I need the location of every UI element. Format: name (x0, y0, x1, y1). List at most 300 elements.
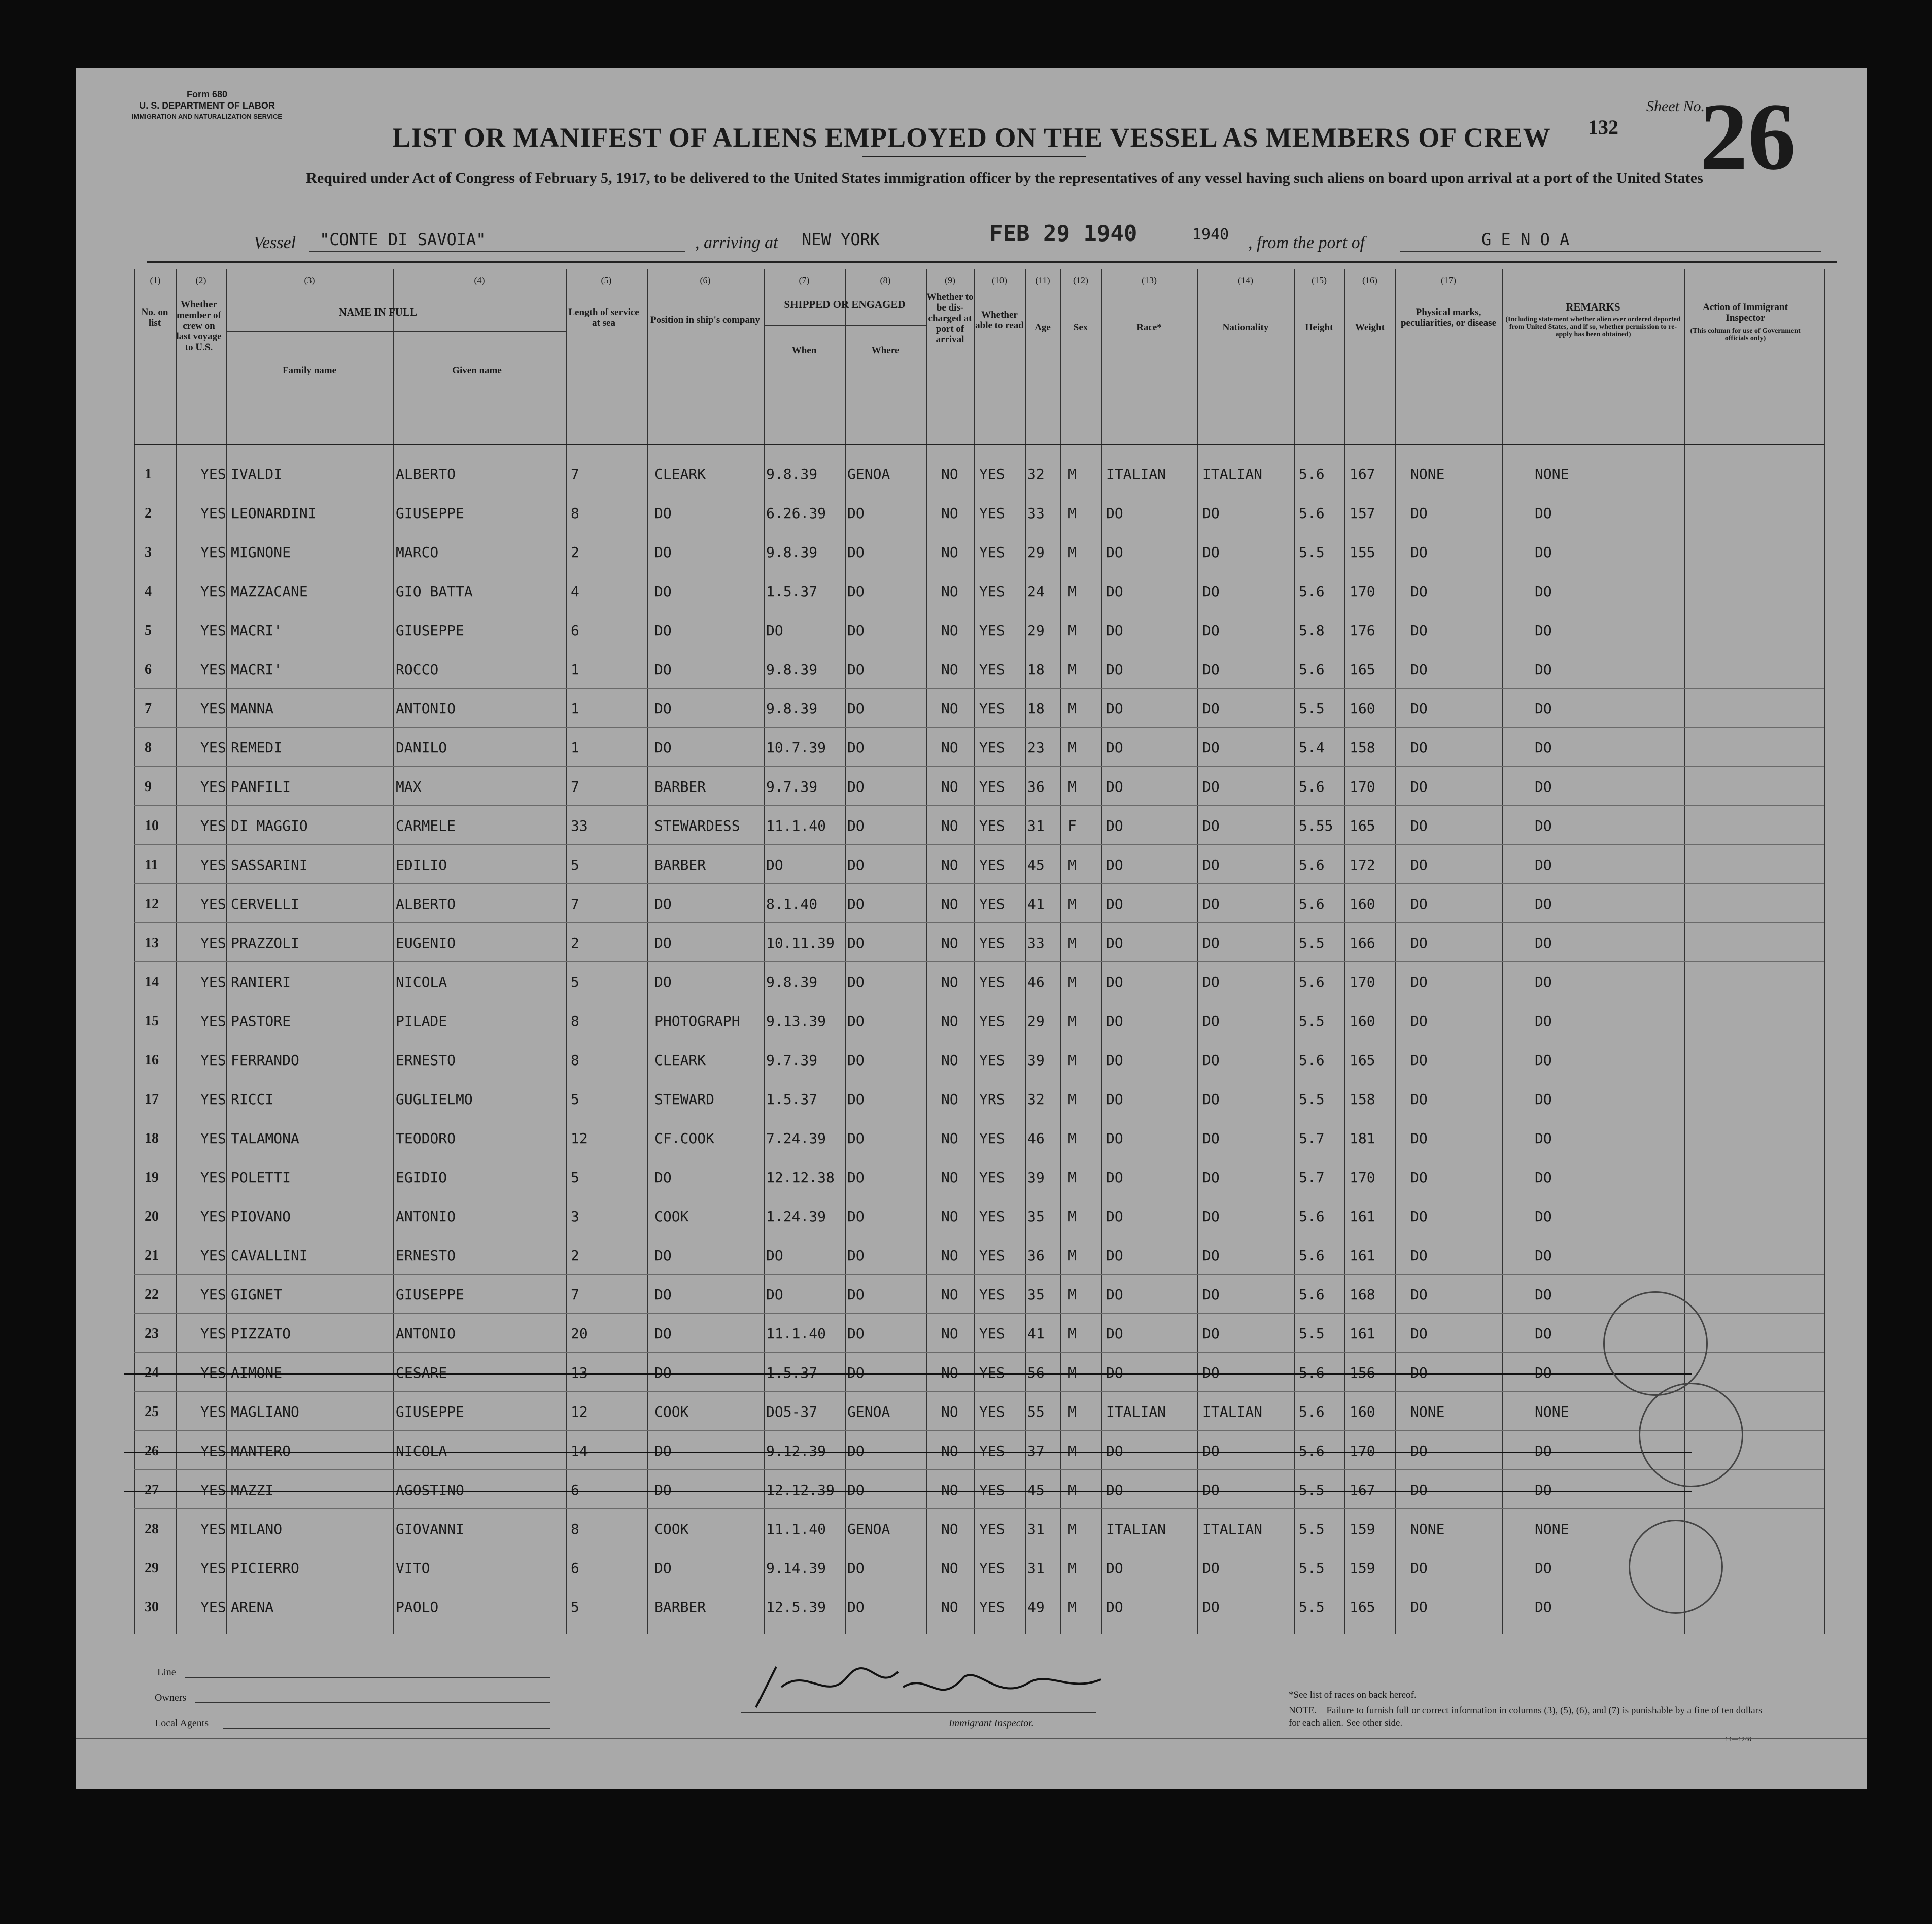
table-cell: 13 (571, 1364, 588, 1381)
table-cell: 5.5 (1299, 1013, 1325, 1029)
table-cell: DO (1202, 1208, 1220, 1225)
table-cell: DO (1202, 1560, 1220, 1576)
table-cell: DO (1410, 661, 1428, 678)
table-cell: DO (1410, 896, 1428, 912)
table-cell: YES (200, 544, 226, 561)
table-cell: 5.6 (1299, 896, 1325, 912)
table-cell: DO (847, 1286, 865, 1303)
table-cell: YES (979, 661, 1005, 678)
table-cell: YES (979, 466, 1005, 483)
table-cell: 170 (1350, 583, 1375, 600)
table-cell: DO (1106, 1442, 1123, 1459)
table-cell: ITALIAN (1202, 466, 1263, 483)
table-cell: 12 (145, 896, 159, 912)
table-cell: DO (654, 974, 672, 990)
table-cell: 12.12.39 (766, 1482, 835, 1498)
table-cell: DO (654, 1560, 672, 1576)
line-underline (185, 1677, 550, 1678)
table-cell: DO (1410, 1364, 1428, 1381)
column-number: (11) (1035, 275, 1050, 285)
table-cell: YES (979, 1208, 1005, 1225)
table-cell: DO (847, 1091, 865, 1108)
table-cell: COOK (654, 1403, 689, 1420)
sheet-page-number: 132 (1588, 116, 1618, 139)
table-cell: DO (1535, 778, 1552, 795)
table-cell: 46 (1027, 974, 1045, 990)
row-rule (134, 1391, 1824, 1392)
table-cell: 39 (1027, 1052, 1045, 1069)
strike-line (124, 1491, 1692, 1492)
table-cell: YES (979, 622, 1005, 639)
table-cell: DO (1410, 1130, 1428, 1147)
table-cell: DO (847, 896, 865, 912)
table-cell: DO (1106, 1286, 1123, 1303)
table-cell: 5.6 (1299, 1052, 1325, 1069)
vessel-label: Vessel (254, 233, 296, 252)
table-cell: DO (1202, 1442, 1220, 1459)
table-cell: GIGNET (231, 1286, 283, 1303)
table-cell: M (1068, 466, 1077, 483)
table-cell: DO (1410, 974, 1428, 990)
table-cell: DO (1106, 583, 1123, 600)
table-cell: YES (979, 1560, 1005, 1576)
table-cell: PHOTOGRAPH (654, 1013, 740, 1029)
table-cell: 9.8.39 (766, 974, 818, 990)
column-divider (134, 269, 135, 1634)
shipped-divider (764, 325, 926, 326)
table-cell: M (1068, 974, 1077, 990)
table-cell: 166 (1350, 935, 1375, 951)
table-cell: DO (1535, 1325, 1552, 1342)
table-cell: DO (1202, 856, 1220, 873)
table-cell: ARENA (231, 1599, 274, 1616)
table-cell: YES (979, 778, 1005, 795)
table-cell: CLEARK (654, 1052, 706, 1069)
table-cell: DO (1106, 856, 1123, 873)
table-cell: DO (847, 1052, 865, 1069)
row-rule (134, 727, 1824, 728)
table-cell: 45 (1027, 856, 1045, 873)
table-cell: DO (1535, 817, 1552, 834)
table-cell: 6.26.39 (766, 505, 826, 522)
column-number: (5) (601, 275, 612, 285)
table-cell: 9.13.39 (766, 1013, 826, 1029)
table-cell: 5.6 (1299, 778, 1325, 795)
arriving-label: , arriving at (695, 233, 778, 252)
table-cell: 45 (1027, 1482, 1045, 1498)
table-cell: PICIERRO (231, 1560, 299, 1576)
table-cell: BARBER (654, 856, 706, 873)
table-cell: STEWARDESS (654, 817, 740, 834)
table-cell: DO (1202, 1052, 1220, 1069)
table-cell: YES (200, 1403, 226, 1420)
row-rule (134, 688, 1824, 689)
table-cell: YES (200, 466, 226, 483)
table-cell: GUGLIELMO (396, 1091, 473, 1108)
table-cell: M (1068, 1325, 1077, 1342)
table-cell: M (1068, 739, 1077, 756)
table-cell: 12.5.39 (766, 1599, 826, 1616)
header-shipped: SHIPPED OR ENGAGED (784, 298, 906, 311)
table-cell: 160 (1350, 1403, 1375, 1420)
from-port-label: , from the port of (1248, 233, 1365, 252)
table-cell: DO (1535, 622, 1552, 639)
table-cell: YES (979, 739, 1005, 756)
table-cell: MARCO (396, 544, 439, 561)
table-cell: DO (847, 1169, 865, 1186)
table-cell: 1 (571, 739, 579, 756)
table-cell: DO (1106, 505, 1123, 522)
table-cell: MACRI' (231, 661, 283, 678)
table-cell: 31 (1027, 817, 1045, 834)
table-cell: DO (654, 1247, 672, 1264)
table-cell: DO (847, 739, 865, 756)
table-cell: 36 (1027, 1247, 1045, 1264)
row-rule (134, 961, 1824, 962)
table-cell: DO (1535, 661, 1552, 678)
table-cell: DO (847, 1482, 865, 1498)
table-cell: DO (654, 661, 672, 678)
table-cell: DO (1535, 1247, 1552, 1264)
table-cell: ROCCO (396, 661, 439, 678)
table-cell: DO (1410, 1482, 1428, 1498)
table-cell: GIUSEPPE (396, 1286, 464, 1303)
table-cell: DO (654, 1442, 672, 1459)
table-cell: 5.6 (1299, 1286, 1325, 1303)
table-cell: 1 (571, 661, 579, 678)
table-cell: DO (1535, 1169, 1552, 1186)
column-divider (1344, 269, 1346, 1634)
table-cell: NO (941, 1208, 958, 1225)
table-cell: 157 (1350, 505, 1375, 522)
table-cell: 49 (1027, 1599, 1045, 1616)
table-cell: PIOVANO (231, 1208, 291, 1225)
table-cell: DO (1535, 1013, 1552, 1029)
table-cell: 11.1.40 (766, 1521, 826, 1537)
table-cell: 14 (145, 974, 159, 990)
table-cell: DO (654, 505, 672, 522)
table-cell: NO (941, 739, 958, 756)
table-cell: 29 (1027, 622, 1045, 639)
column-divider (1294, 269, 1295, 1634)
table-cell: 161 (1350, 1325, 1375, 1342)
table-cell: YES (979, 583, 1005, 600)
table-cell: DO (1202, 505, 1220, 522)
table-cell: 5.6 (1299, 1403, 1325, 1420)
table-cell: YES (200, 622, 226, 639)
header-discharged: Whether to be dis-charged at port of arrival (926, 292, 974, 345)
table-cell: NONE (1410, 1521, 1445, 1537)
table-cell: 31 (1027, 1560, 1045, 1576)
table-cell: 176 (1350, 622, 1375, 639)
table-cell: CARMELE (396, 817, 456, 834)
table-cell: MANTERO (231, 1442, 291, 1459)
table-cell: 24 (145, 1365, 159, 1381)
table-cell: 8 (145, 740, 152, 755)
column-divider (176, 269, 177, 1634)
table-cell: 5.5 (1299, 1521, 1325, 1537)
column-divider (1060, 269, 1061, 1634)
table-cell: 172 (1350, 856, 1375, 873)
table-cell: 15 (145, 1013, 159, 1029)
table-cell: 3 (571, 1208, 579, 1225)
table-cell: 5.55 (1299, 817, 1333, 834)
table-cell: NO (941, 1091, 958, 1108)
table-cell: 161 (1350, 1208, 1375, 1225)
table-cell: ALBERTO (396, 896, 456, 912)
table-cell: 36 (1027, 778, 1045, 795)
table-cell: ITALIAN (1202, 1521, 1263, 1537)
table-cell: M (1068, 1560, 1077, 1576)
table-cell: DO (847, 1013, 865, 1029)
table-cell: NO (941, 1442, 958, 1459)
table-cell: 7 (571, 1286, 579, 1303)
table-cell: YES (979, 1403, 1005, 1420)
table-cell: DO (1106, 1130, 1123, 1147)
row-rule (134, 1274, 1824, 1275)
table-cell: MAZZI (231, 1482, 274, 1498)
table-cell: DO (1535, 1208, 1552, 1225)
table-cell: 13 (145, 935, 159, 951)
column-divider (926, 269, 927, 1634)
table-cell: ERNESTO (396, 1247, 456, 1264)
table-cell: 23 (145, 1326, 159, 1342)
table-cell: 9.7.39 (766, 1052, 818, 1069)
row-rule (134, 1313, 1824, 1314)
form-header (132, 89, 282, 122)
table-cell: DO (1202, 622, 1220, 639)
table-cell: 56 (1027, 1364, 1045, 1381)
table-cell: DO (1202, 896, 1220, 912)
table-cell: 165 (1350, 1052, 1375, 1069)
header-given: Given name (452, 365, 502, 376)
table-cell: YES (200, 1442, 226, 1459)
table-cell: M (1068, 1364, 1077, 1381)
table-cell: GENOA (847, 466, 890, 483)
table-cell: ANTONIO (396, 1325, 456, 1342)
table-cell: DO (1202, 935, 1220, 951)
table-cell: DO (1535, 1482, 1552, 1498)
table-cell: DO (847, 1208, 865, 1225)
subtitle: Required under Act of Congress of February 5, 1917, to be delivered to the United States immigration officer by the representatives of any vessel having such aliens on board upon arrival at a port of the United States (306, 169, 1703, 186)
table-cell: 8 (571, 505, 579, 522)
table-cell: 181 (1350, 1130, 1375, 1147)
table-cell: 5.6 (1299, 1247, 1325, 1264)
table-cell: 29 (145, 1560, 159, 1576)
table-cell: NO (941, 974, 958, 990)
column-number: (2) (195, 275, 206, 285)
table-cell: DO (1535, 1442, 1552, 1459)
table-cell: DO (654, 583, 672, 600)
table-cell: 35 (1027, 1208, 1045, 1225)
table-cell: 6 (571, 622, 579, 639)
table-cell: DO (847, 1599, 865, 1616)
table-cell: YES (979, 1247, 1005, 1264)
table-cell: YES (979, 1013, 1005, 1029)
title-underline (862, 156, 1086, 157)
table-cell: DO (1410, 1013, 1428, 1029)
table-cell: DO (1202, 739, 1220, 756)
table-cell: YES (979, 1521, 1005, 1537)
table-cell: YES (200, 1013, 226, 1029)
table-cell: 25 (145, 1404, 159, 1420)
consulate-stamp-3 (1629, 1520, 1723, 1614)
table-cell: M (1068, 622, 1077, 639)
table-cell: 7 (571, 466, 579, 483)
table-cell: 6 (571, 1482, 579, 1498)
table-cell: DO (847, 700, 865, 717)
table-cell: DO (1410, 778, 1428, 795)
table-cell: 5.4 (1299, 739, 1325, 756)
row-rule (134, 1352, 1824, 1353)
table-cell: 170 (1350, 778, 1375, 795)
table-cell: COOK (654, 1521, 689, 1537)
table-cell: DO (1106, 1169, 1123, 1186)
vessel-name: "CONTE DI SAVOIA" (320, 230, 486, 249)
table-cell: DO (1535, 1599, 1552, 1616)
table-cell: YES (200, 1130, 226, 1147)
table-cell: M (1068, 1482, 1077, 1498)
table-cell: M (1068, 1403, 1077, 1420)
table-cell: NO (941, 1599, 958, 1616)
sheet-label: Sheet No. (1646, 98, 1705, 115)
table-cell: DO (1410, 1286, 1428, 1303)
table-cell: 2 (571, 1247, 579, 1264)
header-name: NAME IN FULL (338, 306, 417, 318)
table-cell: YES (200, 1482, 226, 1498)
table-cell: 5 (571, 856, 579, 873)
table-cell: 26 (145, 1443, 159, 1459)
table-cell: DO (1106, 1560, 1123, 1576)
table-cell: 5.6 (1299, 856, 1325, 873)
table-cell: 5 (571, 1599, 579, 1616)
table-cell: DO (1535, 1364, 1552, 1381)
table-cell: DO (1106, 1091, 1123, 1108)
table-cell: DO (654, 896, 672, 912)
table-cell: TEODORO (396, 1130, 456, 1147)
consulate-stamp-2 (1639, 1383, 1743, 1487)
table-cell: YES (200, 1052, 226, 1069)
table-cell: DO (1202, 1130, 1220, 1147)
table-cell: 5.7 (1299, 1169, 1325, 1186)
table-cell: DO (654, 1364, 672, 1381)
table-cell: 33 (1027, 935, 1045, 951)
table-cell: M (1068, 544, 1077, 561)
table-cell: CLEARK (654, 466, 706, 483)
column-divider (764, 269, 765, 1634)
table-cell: DO (1106, 739, 1123, 756)
table-cell: 23 (1027, 739, 1045, 756)
table-cell: 5.5 (1299, 1599, 1325, 1616)
table-cell: ITALIAN (1106, 1521, 1166, 1537)
table-cell: 6 (571, 1560, 579, 1576)
department: U. S. DEPARTMENT OF LABOR (139, 100, 275, 111)
table-cell: NO (941, 1364, 958, 1381)
table-cell: PRAZZOLI (231, 935, 299, 951)
table-cell: DO (847, 778, 865, 795)
table-cell: YES (200, 505, 226, 522)
from-port-underline (1400, 251, 1821, 252)
table-cell: 5.5 (1299, 1560, 1325, 1576)
table-cell: 7 (571, 896, 579, 912)
table-cell: 10.11.39 (766, 935, 835, 951)
table-cell: 9.8.39 (766, 661, 818, 678)
table-cell: DO (1202, 1599, 1220, 1616)
table-cell: DO (1410, 700, 1428, 717)
header-nationality: Nationality (1222, 322, 1269, 333)
table-cell: M (1068, 856, 1077, 873)
table-cell: 12.12.38 (766, 1169, 835, 1186)
row-rule (134, 1430, 1824, 1431)
table-cell: NICOLA (396, 974, 447, 990)
table-cell: YES (200, 583, 226, 600)
date-stamp: FEB 29 1940 (989, 221, 1137, 247)
table-cell: ANTONIO (396, 700, 456, 717)
table-cell: YES (979, 1599, 1005, 1616)
table-cell: NONE (1535, 1403, 1569, 1420)
table-cell: 5.6 (1299, 974, 1325, 990)
table-cell: YES (200, 1247, 226, 1264)
row-rule (134, 1508, 1824, 1509)
header-sex: Sex (1073, 322, 1088, 333)
table-cell: DO (1106, 1482, 1123, 1498)
table-cell: DO (1202, 544, 1220, 561)
table-cell: DO (847, 1325, 865, 1342)
table-cell: DO (1410, 739, 1428, 756)
table-cell: DO (1106, 778, 1123, 795)
header-height: Height (1305, 322, 1333, 333)
agents-label: Local Agents (155, 1717, 209, 1729)
table-cell: LEONARDINI (231, 505, 317, 522)
table-cell: YES (979, 974, 1005, 990)
table-cell: 8.1.40 (766, 896, 818, 912)
manifest-sheet (76, 68, 1867, 1789)
table-cell: BARBER (654, 778, 706, 795)
table-cell: 7 (571, 778, 579, 795)
table-cell: YES (979, 935, 1005, 951)
table-cell: DO (1202, 1013, 1220, 1029)
table-cell: COOK (654, 1208, 689, 1225)
table-cell: DO (654, 739, 672, 756)
table-cell: DO (1202, 1286, 1220, 1303)
table-cell: DO (847, 817, 865, 834)
table-cell: 32 (1027, 1091, 1045, 1108)
table-cell: 5.6 (1299, 1364, 1325, 1381)
table-cell: 41 (1027, 1325, 1045, 1342)
table-cell: 46 (1027, 1130, 1045, 1147)
table-cell: DO (847, 1364, 865, 1381)
header-length: Length of service at sea (568, 307, 639, 328)
column-divider (1395, 269, 1396, 1634)
note-text: —Failure to furnish full or correct information in columns (3), (5), (6), and (7) is punishable by a fine of ten dollars for each alien. See other side. (1289, 1705, 1763, 1728)
table-cell: MAX (396, 778, 422, 795)
table-cell: 155 (1350, 544, 1375, 561)
table-cell: 9.8.39 (766, 544, 818, 561)
table-cell: 32 (1027, 466, 1045, 483)
table-cell: PANFILI (231, 778, 291, 795)
table-cell: 10.7.39 (766, 739, 826, 756)
header-where: Where (871, 345, 900, 356)
column-number: (7) (799, 275, 810, 285)
table-cell: M (1068, 1169, 1077, 1186)
table-cell: TALAMONA (231, 1130, 299, 1147)
table-cell: GIUSEPPE (396, 1403, 464, 1420)
table-cell: 1 (145, 466, 152, 482)
table-cell: DO (1535, 1052, 1552, 1069)
table-cell: 55 (1027, 1403, 1045, 1420)
arrival-port: NEW YORK (802, 230, 880, 249)
table-cell: DO (1410, 1442, 1428, 1459)
